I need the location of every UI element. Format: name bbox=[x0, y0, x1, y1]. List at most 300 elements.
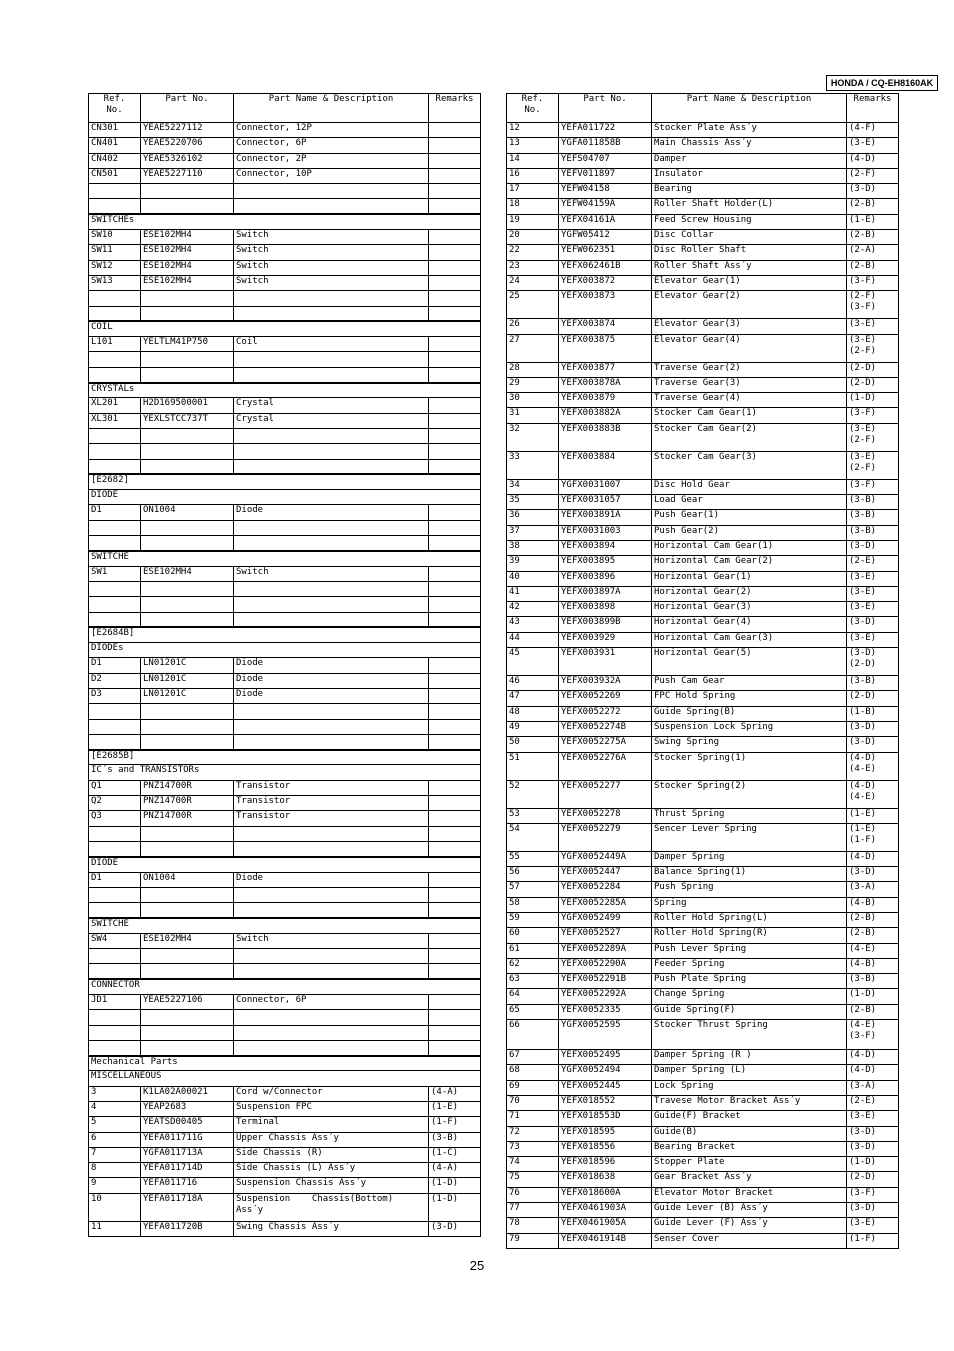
remarks-cell: (1-F) bbox=[847, 1233, 899, 1248]
table-row bbox=[89, 826, 481, 841]
table-row bbox=[507, 851, 899, 866]
ref-no-cell: SW11 bbox=[89, 245, 141, 260]
part-no-cell bbox=[141, 949, 234, 964]
ref-no-cell bbox=[89, 520, 141, 535]
remarks-cell bbox=[429, 796, 481, 811]
part-no-cell: YGFX0052494 bbox=[559, 1065, 652, 1080]
remarks-cell: (4-B) bbox=[847, 958, 899, 973]
description-cell: Bearing bbox=[652, 184, 847, 199]
table-row bbox=[507, 706, 899, 721]
part-no-cell: YEFX003898 bbox=[559, 602, 652, 617]
ref-no-cell: 31 bbox=[507, 408, 559, 423]
remarks-cell: (1-E) bbox=[847, 808, 899, 823]
description-cell bbox=[234, 719, 429, 734]
description-cell: Diode bbox=[234, 872, 429, 887]
remarks-cell: (3-B) bbox=[429, 1132, 481, 1147]
description-cell: Elevator Gear(1) bbox=[652, 275, 847, 290]
part-no-cell: YEFX0052447 bbox=[559, 867, 652, 882]
remarks-cell: (2-B) bbox=[847, 199, 899, 214]
table-row bbox=[507, 495, 899, 510]
remarks-cell bbox=[429, 398, 481, 413]
description-cell: Load Gear bbox=[652, 495, 847, 510]
table-row bbox=[507, 1126, 899, 1141]
part-no-cell: YEAE5326102 bbox=[141, 153, 234, 168]
table-row bbox=[507, 393, 899, 408]
table-row bbox=[89, 1086, 481, 1101]
ref-no-cell bbox=[89, 459, 141, 474]
ref-no-cell bbox=[89, 1010, 141, 1025]
remarks-cell: (3-F) bbox=[847, 408, 899, 423]
ref-no-cell: 22 bbox=[507, 245, 559, 260]
ref-no-cell: 75 bbox=[507, 1172, 559, 1187]
remarks-cell: (1-D) bbox=[429, 1193, 481, 1221]
part-no-cell: ON1004 bbox=[141, 872, 234, 887]
part-no-cell: YEFX0461914B bbox=[559, 1233, 652, 1248]
part-no-cell: YEFX018638 bbox=[559, 1172, 652, 1187]
ref-no-cell: 63 bbox=[507, 974, 559, 989]
table-row bbox=[507, 275, 899, 290]
table-row bbox=[507, 1111, 899, 1126]
part-no-cell: YEFX018553D bbox=[559, 1111, 652, 1126]
description-cell: Horizontal Gear(4) bbox=[652, 617, 847, 632]
remarks-cell bbox=[429, 811, 481, 826]
part-no-cell bbox=[141, 581, 234, 596]
page-number: 25 bbox=[469, 1258, 485, 1273]
part-no-cell: YEFX0052291B bbox=[559, 974, 652, 989]
table-row bbox=[89, 1117, 481, 1132]
remarks-cell bbox=[429, 673, 481, 688]
remarks-cell: (1-E) bbox=[429, 1102, 481, 1117]
remarks-cell bbox=[429, 291, 481, 306]
description-cell bbox=[234, 1010, 429, 1025]
ref-no-header: Ref. No. bbox=[507, 94, 559, 123]
description-cell bbox=[234, 1040, 429, 1055]
remarks-cell: (1-B) bbox=[847, 706, 899, 721]
description-cell: Stocker Spring(1) bbox=[652, 752, 847, 780]
ref-no-cell: D2 bbox=[89, 673, 141, 688]
remarks-cell: (2-A) bbox=[847, 245, 899, 260]
ref-no-cell: 13 bbox=[507, 138, 559, 153]
description-cell bbox=[234, 887, 429, 902]
part-no-cell: YEFX0052277 bbox=[559, 780, 652, 808]
ref-no-cell bbox=[89, 887, 141, 902]
section-heading-row bbox=[89, 918, 481, 933]
ref-no-cell: 76 bbox=[507, 1187, 559, 1202]
part-no-cell: YEAE5227106 bbox=[141, 994, 234, 1009]
part-no-cell bbox=[141, 444, 234, 459]
remarks-cell: (2-F) (3-F) bbox=[847, 291, 899, 319]
table-row bbox=[507, 808, 899, 823]
part-no-header: Part No. bbox=[559, 94, 652, 123]
left-table-body bbox=[89, 123, 481, 1237]
ref-no-cell bbox=[89, 199, 141, 214]
ref-no-cell: CN402 bbox=[89, 153, 141, 168]
remarks-cell bbox=[429, 444, 481, 459]
part-no-cell: YEFX003895 bbox=[559, 556, 652, 571]
part-no-cell bbox=[141, 291, 234, 306]
ref-no-cell: Q1 bbox=[89, 780, 141, 795]
description-cell bbox=[234, 444, 429, 459]
description-cell: Connector, 12P bbox=[234, 123, 429, 138]
table-row bbox=[89, 841, 481, 856]
ref-no-cell bbox=[89, 1040, 141, 1055]
remarks-cell: (3-B) bbox=[847, 495, 899, 510]
remarks-cell bbox=[429, 780, 481, 795]
table-row bbox=[507, 184, 899, 199]
table-row bbox=[507, 1080, 899, 1095]
description-cell: Traverse Gear(4) bbox=[652, 393, 847, 408]
remarks-cell: (3-D) bbox=[847, 1126, 899, 1141]
table-row bbox=[507, 1203, 899, 1218]
description-cell: Elevator Motor Bracket bbox=[652, 1187, 847, 1202]
remarks-cell bbox=[429, 612, 481, 627]
table-row bbox=[89, 1132, 481, 1147]
remarks-cell bbox=[429, 245, 481, 260]
section-heading-row bbox=[89, 857, 481, 872]
remarks-cell: (4-E) bbox=[847, 943, 899, 958]
ref-no-cell: D1 bbox=[89, 658, 141, 673]
part-no-cell bbox=[141, 597, 234, 612]
part-no-cell: YEFX0052292A bbox=[559, 989, 652, 1004]
table-row bbox=[507, 1065, 899, 1080]
part-no-cell bbox=[141, 887, 234, 902]
remarks-cell: (4-D) bbox=[847, 1065, 899, 1080]
remarks-cell bbox=[429, 123, 481, 138]
table-row bbox=[507, 451, 899, 479]
part-no-cell: YEFX003929 bbox=[559, 632, 652, 647]
remarks-cell bbox=[429, 903, 481, 918]
part-no-cell bbox=[141, 903, 234, 918]
remarks-cell: (4-A) bbox=[429, 1086, 481, 1101]
table-row bbox=[89, 964, 481, 979]
ref-no-cell: 49 bbox=[507, 721, 559, 736]
description-cell: Feed Screw Housing bbox=[652, 214, 847, 229]
description-cell bbox=[234, 520, 429, 535]
part-no-cell: YEFX003882A bbox=[559, 408, 652, 423]
part-no-cell: YEFA011716 bbox=[141, 1178, 234, 1193]
table-header-row bbox=[507, 94, 899, 123]
ref-no-cell bbox=[89, 826, 141, 841]
remarks-cell: (2-B) bbox=[847, 1004, 899, 1019]
description-cell: Push Cam Gear bbox=[652, 676, 847, 691]
description-cell: Horizontal Gear(3) bbox=[652, 602, 847, 617]
part-no-cell: K1LA02A00021 bbox=[141, 1086, 234, 1101]
remarks-cell bbox=[429, 949, 481, 964]
ref-no-cell: 79 bbox=[507, 1233, 559, 1248]
part-no-cell: YEFX0052527 bbox=[559, 928, 652, 943]
remarks-cell: (3-A) bbox=[847, 1080, 899, 1095]
ref-no-cell bbox=[89, 841, 141, 856]
table-row bbox=[507, 540, 899, 555]
table-row bbox=[89, 673, 481, 688]
remarks-cell: (2-E) bbox=[847, 556, 899, 571]
ref-no-cell bbox=[89, 444, 141, 459]
table-row bbox=[89, 612, 481, 627]
part-no-cell: ESE102MH4 bbox=[141, 230, 234, 245]
table-row bbox=[507, 617, 899, 632]
description-cell: Push Plate Spring bbox=[652, 974, 847, 989]
table-row bbox=[89, 933, 481, 948]
description-cell: Damper bbox=[652, 153, 847, 168]
remarks-cell: (3-D) bbox=[847, 1203, 899, 1218]
description-cell: Traverse Gear(3) bbox=[652, 377, 847, 392]
part-no-cell: YEFX003883B bbox=[559, 423, 652, 451]
ref-no-cell: 32 bbox=[507, 423, 559, 451]
description-cell: FPC Hold Spring bbox=[652, 691, 847, 706]
ref-no-cell: 69 bbox=[507, 1080, 559, 1095]
remarks-cell bbox=[429, 230, 481, 245]
remarks-cell: (2-F) bbox=[847, 168, 899, 183]
part-no-cell: YEFX0052279 bbox=[559, 823, 652, 851]
table-row bbox=[507, 912, 899, 927]
remarks-cell: (3-F) bbox=[847, 1187, 899, 1202]
section-heading-row bbox=[89, 214, 481, 229]
section-heading: Mechanical Parts bbox=[89, 1056, 481, 1071]
section-heading: DIODE bbox=[89, 857, 481, 872]
remarks-cell: (2-B) bbox=[847, 230, 899, 245]
ref-no-cell: 44 bbox=[507, 632, 559, 647]
ref-no-cell: 27 bbox=[507, 334, 559, 362]
section-heading: COIL bbox=[89, 321, 481, 336]
ref-no-cell: 78 bbox=[507, 1218, 559, 1233]
part-no-cell: ESE102MH4 bbox=[141, 260, 234, 275]
section-heading-row bbox=[89, 551, 481, 566]
description-cell: Disc Roller Shaft bbox=[652, 245, 847, 260]
ref-no-cell: 71 bbox=[507, 1111, 559, 1126]
ref-no-cell: 7 bbox=[89, 1147, 141, 1162]
remarks-cell: (3-B) bbox=[847, 510, 899, 525]
ref-no-cell: D1 bbox=[89, 505, 141, 520]
description-cell: Damper Spring (L) bbox=[652, 1065, 847, 1080]
ref-no-cell: 35 bbox=[507, 495, 559, 510]
description-cell: Elevator Gear(3) bbox=[652, 319, 847, 334]
description-cell: Balance Spring(1) bbox=[652, 867, 847, 882]
table-row bbox=[89, 536, 481, 551]
table-row bbox=[89, 597, 481, 612]
description-cell: Diode bbox=[234, 673, 429, 688]
remarks-cell bbox=[429, 184, 481, 199]
table-row bbox=[507, 153, 899, 168]
description-cell: Crystal bbox=[234, 398, 429, 413]
remarks-cell: (3-D) bbox=[847, 617, 899, 632]
ref-no-cell bbox=[89, 1025, 141, 1040]
ref-no-cell: 43 bbox=[507, 617, 559, 632]
part-no-cell: YEFW062351 bbox=[559, 245, 652, 260]
part-no-cell: YEFW04158 bbox=[559, 184, 652, 199]
ref-no-cell: 26 bbox=[507, 319, 559, 334]
description-cell: Travese Motor Bracket Ass´y bbox=[652, 1095, 847, 1110]
description-cell: Diode bbox=[234, 505, 429, 520]
description-cell: Damper Spring bbox=[652, 851, 847, 866]
part-no-cell: YEFX003894 bbox=[559, 540, 652, 555]
remarks-cell bbox=[429, 337, 481, 352]
description-cell: Disc Hold Gear bbox=[652, 479, 847, 494]
description-cell: Upper Chassis Ass´y bbox=[234, 1132, 429, 1147]
description-cell: Switch bbox=[234, 566, 429, 581]
remarks-cell: (2-B) bbox=[847, 928, 899, 943]
table-row bbox=[89, 887, 481, 902]
remarks-header: Remarks bbox=[429, 94, 481, 123]
description-cell: Connector, 6P bbox=[234, 994, 429, 1009]
table-row bbox=[89, 780, 481, 795]
part-no-cell: YELTLM41P750 bbox=[141, 337, 234, 352]
remarks-cell bbox=[429, 658, 481, 673]
part-no-cell: YEFX0052275A bbox=[559, 737, 652, 752]
part-no-cell: YEAE5227112 bbox=[141, 123, 234, 138]
part-no-cell: YEFX003932A bbox=[559, 676, 652, 691]
description-cell: Traverse Gear(2) bbox=[652, 362, 847, 377]
part-no-cell: H2D169500001 bbox=[141, 398, 234, 413]
description-cell: Terminal bbox=[234, 1117, 429, 1132]
part-no-cell: YEFA011718A bbox=[141, 1193, 234, 1221]
remarks-cell bbox=[429, 994, 481, 1009]
table-row bbox=[507, 334, 899, 362]
description-cell: Switch bbox=[234, 260, 429, 275]
part-no-cell: YGFA011713A bbox=[141, 1147, 234, 1162]
table-row bbox=[89, 796, 481, 811]
remarks-cell: (3-B) bbox=[847, 676, 899, 691]
description-cell: Switch bbox=[234, 245, 429, 260]
table-row bbox=[507, 245, 899, 260]
ref-no-cell bbox=[89, 949, 141, 964]
description-cell bbox=[234, 581, 429, 596]
description-cell: Suspension Chassis Ass´y bbox=[234, 1178, 429, 1193]
ref-no-cell: 29 bbox=[507, 377, 559, 392]
part-no-cell bbox=[141, 841, 234, 856]
table-row bbox=[507, 1020, 899, 1050]
remarks-cell: (1-E) bbox=[847, 214, 899, 229]
description-cell: Swing Spring bbox=[652, 737, 847, 752]
part-no-cell: YEFX0052269 bbox=[559, 691, 652, 706]
ref-no-cell: D1 bbox=[89, 872, 141, 887]
part-no-cell: YEFX003872 bbox=[559, 275, 652, 290]
table-row bbox=[89, 352, 481, 367]
part-no-cell: YEFX003878A bbox=[559, 377, 652, 392]
remarks-cell bbox=[429, 459, 481, 474]
ref-no-cell: 18 bbox=[507, 199, 559, 214]
part-no-header: Part No. bbox=[141, 94, 234, 123]
table-row bbox=[507, 632, 899, 647]
ref-no-cell: 3 bbox=[89, 1086, 141, 1101]
remarks-cell bbox=[429, 704, 481, 719]
part-no-cell: YEFX0052335 bbox=[559, 1004, 652, 1019]
remarks-cell: (3-D) bbox=[847, 1141, 899, 1156]
remarks-cell: (3-E) bbox=[847, 586, 899, 601]
description-cell bbox=[234, 428, 429, 443]
remarks-cell: (3-E) bbox=[847, 602, 899, 617]
part-no-cell bbox=[141, 536, 234, 551]
description-cell: Push Lever Spring bbox=[652, 943, 847, 958]
ref-no-cell: 25 bbox=[507, 291, 559, 319]
table-row bbox=[89, 1163, 481, 1178]
part-no-cell bbox=[141, 1010, 234, 1025]
remarks-cell: (3-D) bbox=[429, 1221, 481, 1236]
section-heading: CONNECTOR bbox=[89, 979, 481, 994]
description-cell bbox=[234, 459, 429, 474]
part-no-cell: YEFA011711G bbox=[141, 1132, 234, 1147]
ref-no-cell: 65 bbox=[507, 1004, 559, 1019]
remarks-cell: (3-E) (2-F) bbox=[847, 423, 899, 451]
ref-no-cell bbox=[89, 597, 141, 612]
remarks-cell: (3-D) bbox=[847, 184, 899, 199]
table-row bbox=[89, 872, 481, 887]
remarks-cell: (4-B) bbox=[847, 897, 899, 912]
remarks-cell bbox=[429, 1040, 481, 1055]
table-row bbox=[89, 306, 481, 321]
part-no-cell: YGFA011858B bbox=[559, 138, 652, 153]
table-row bbox=[507, 867, 899, 882]
table-row bbox=[89, 1040, 481, 1055]
part-no-cell bbox=[141, 734, 234, 749]
ref-no-cell: CN501 bbox=[89, 168, 141, 183]
ref-no-cell: SW4 bbox=[89, 933, 141, 948]
remarks-cell bbox=[429, 352, 481, 367]
ref-no-cell: 11 bbox=[89, 1221, 141, 1236]
description-cell: Feeder Spring bbox=[652, 958, 847, 973]
description-cell: Connector, 6P bbox=[234, 138, 429, 153]
part-no-cell: YEFX062461B bbox=[559, 260, 652, 275]
remarks-cell: (4-D) (4-E) bbox=[847, 752, 899, 780]
table-row bbox=[507, 676, 899, 691]
remarks-cell bbox=[429, 734, 481, 749]
description-cell: Guide Spring(F) bbox=[652, 1004, 847, 1019]
remarks-cell: (1-D) bbox=[847, 989, 899, 1004]
remarks-cell bbox=[429, 887, 481, 902]
table-row bbox=[89, 367, 481, 382]
ref-no-cell bbox=[89, 719, 141, 734]
remarks-cell: (3-D) (2-D) bbox=[847, 648, 899, 676]
table-row bbox=[89, 1025, 481, 1040]
ref-no-cell: 67 bbox=[507, 1050, 559, 1065]
description-cell: Push Spring bbox=[652, 882, 847, 897]
table-row bbox=[507, 897, 899, 912]
description-cell: Suspension FPC bbox=[234, 1102, 429, 1117]
description-cell: Guide Lever (F) Ass´y bbox=[652, 1218, 847, 1233]
ref-no-cell: 48 bbox=[507, 706, 559, 721]
description-cell: Connector, 10P bbox=[234, 168, 429, 183]
ref-no-cell bbox=[89, 581, 141, 596]
right-table-body bbox=[507, 123, 899, 1249]
ref-no-cell: 38 bbox=[507, 540, 559, 555]
part-no-cell: YEATSD00405 bbox=[141, 1117, 234, 1132]
remarks-cell: (4-D) (4-E) bbox=[847, 780, 899, 808]
part-no-cell: YEFX0031003 bbox=[559, 525, 652, 540]
table-row bbox=[89, 459, 481, 474]
table-row bbox=[89, 138, 481, 153]
remarks-cell: (3-E) bbox=[847, 571, 899, 586]
part-no-cell: YEFX0052278 bbox=[559, 808, 652, 823]
part-no-cell bbox=[141, 704, 234, 719]
description-cell: Lock Spring bbox=[652, 1080, 847, 1095]
description-cell bbox=[234, 184, 429, 199]
ref-no-cell: 19 bbox=[507, 214, 559, 229]
ref-no-cell: 66 bbox=[507, 1020, 559, 1050]
ref-no-cell: SW10 bbox=[89, 230, 141, 245]
part-no-cell: YEFX0052290A bbox=[559, 958, 652, 973]
table-row bbox=[507, 525, 899, 540]
description-cell: Guide Lever (B) Ass´y bbox=[652, 1203, 847, 1218]
ref-no-cell: 58 bbox=[507, 897, 559, 912]
remarks-cell: (4-D) bbox=[847, 153, 899, 168]
description-cell bbox=[234, 612, 429, 627]
description-cell: Thrust Spring bbox=[652, 808, 847, 823]
description-cell bbox=[234, 352, 429, 367]
remarks-cell: (3-E) (2-F) bbox=[847, 451, 899, 479]
part-no-cell: YEFX0052272 bbox=[559, 706, 652, 721]
ref-no-cell: 34 bbox=[507, 479, 559, 494]
ref-no-header: Ref. No. bbox=[89, 94, 141, 123]
ref-no-cell: 39 bbox=[507, 556, 559, 571]
